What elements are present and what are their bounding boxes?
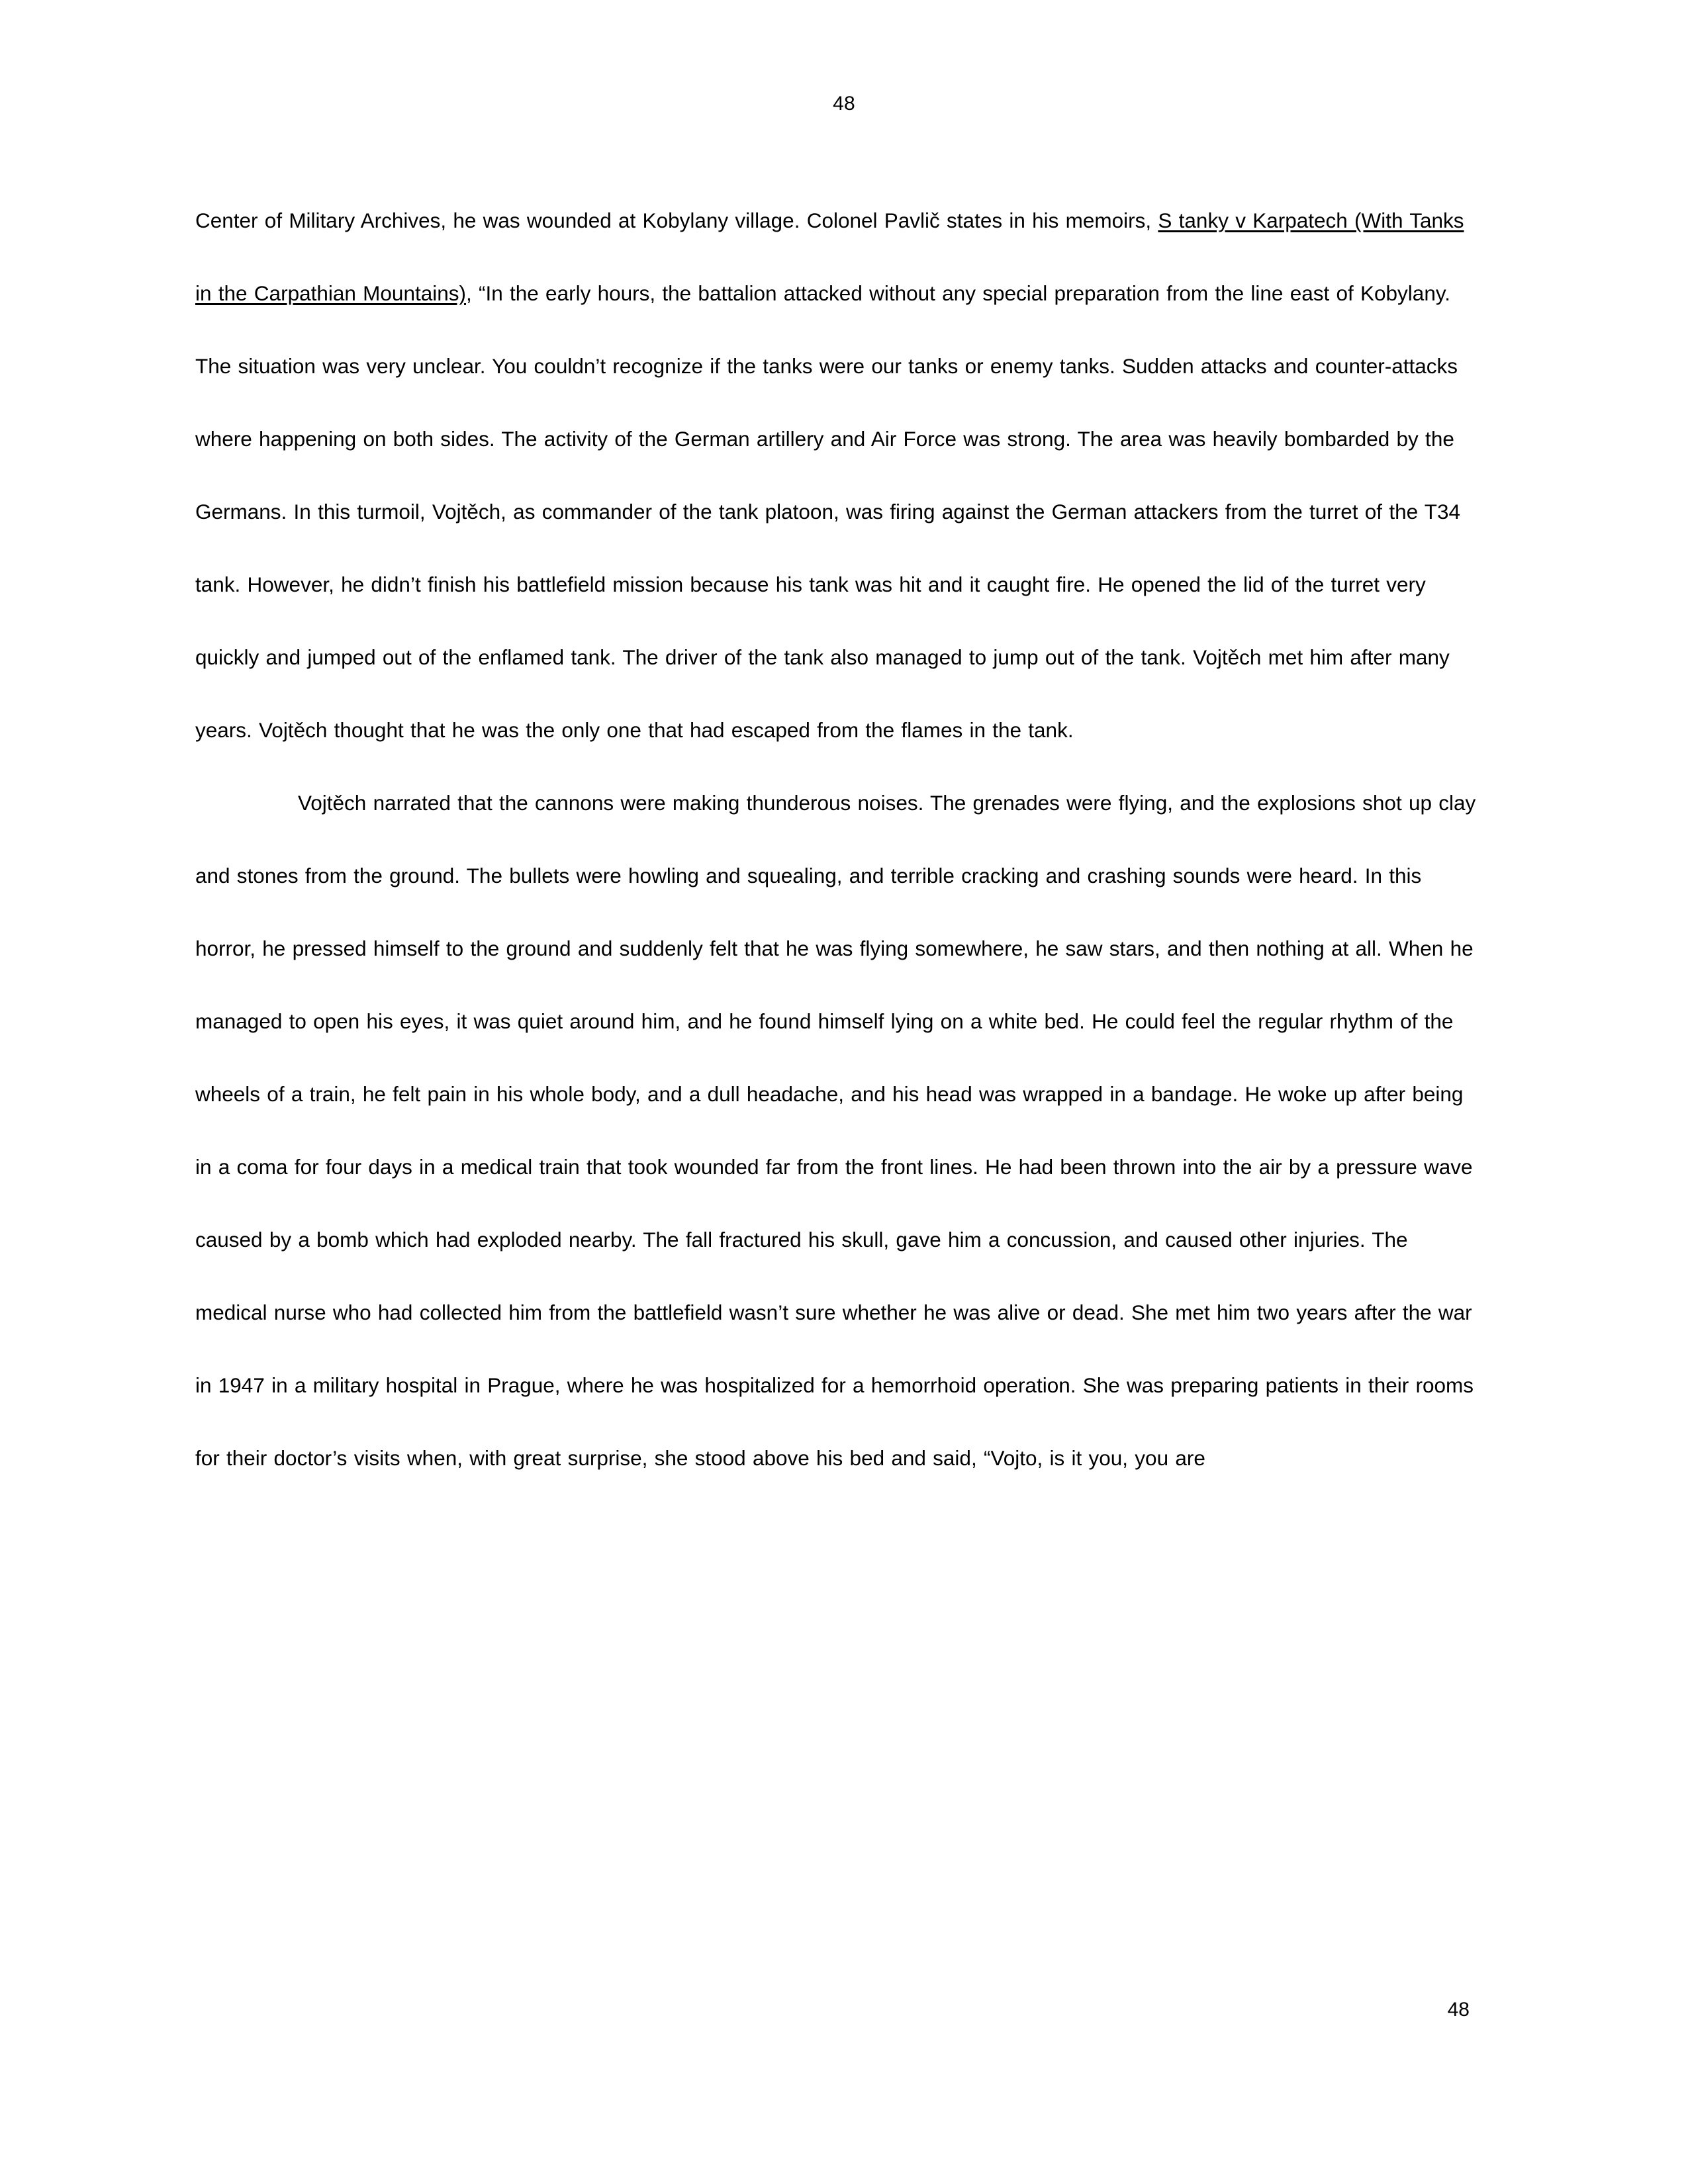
paragraph-2: [195, 766, 1479, 1494]
book-title-underlined: S tanky v Karpatech (With Tanks in the Carpathian Mountains): [195, 208, 1464, 305]
page-number-header: 48: [833, 93, 855, 114]
document-body: [195, 184, 1479, 1494]
text-run: , “In the early hours, the battalion attacked without any special preparation from the line east of Kobylany. The situation was very unclear. You couldn’t recognize if the tanks were our tanks or enemy tanks. Sudden attacks and counter-attacks where happening on both sides. The activity of the German artillery and Air Force was strong. The area was heavily bombarded by the Germans. In this turmoil, Vojtěch, as commander of the tank platoon, was firing against the German attackers from the turret of the T34 tank. However, he didn’t finish his battlefield mission because his tank was hit and it caught fire. He opened the lid of the turret very quickly and jumped out of the enflamed tank. The driver of the tank also managed to jump out of the tank. Vojtěch met him after many years. Vojtěch thought that he was the only one that had escaped from the flames in the tank.: [195, 281, 1461, 742]
text-run: Center of Military Archives, he was wounded at Kobylany village. Colonel Pavlič states in his memoirs,: [195, 208, 1158, 232]
paragraph-1: [195, 184, 1479, 766]
text-run: Vojtěch narrated that the cannons were making thunderous noises. The grenades were flying, and the explosions shot up clay and stones from the ground. The bullets were howling and squealing, and terrible cracking and crashing sounds were heard. In this horror, he pressed himself to the ground and suddenly felt that he was flying somewhere, he saw stars, and then nothing at all. When he managed to open his eyes, it was quiet around him, and he found himself lying on a white bed. He could feel the regular rhythm of the wheels of a train, he felt pain in his whole body, and a dull headache, and his head was wrapped in a bandage. He woke up after being in a coma for four days in a medical train that took wounded far from the front lines. He had been thrown into the air by a pressure wave caused by a bomb which had exploded nearby. The fall fractured his skull, gave him a concussion, and caused other injuries. The medical nurse who had collected him from the battlefield wasn’t sure whether he was alive or dead. She met him two years after the war in 1947 in a military hospital in Prague, where he was hospitalized for a hemorrhoid operation. She was preparing patients in their rooms for their doctor’s visits when, with great surprise, she stood above his bed and said, “Vojto, is it you, you are: [195, 791, 1476, 1470]
page-number-footer: 48: [1447, 1999, 1470, 2021]
